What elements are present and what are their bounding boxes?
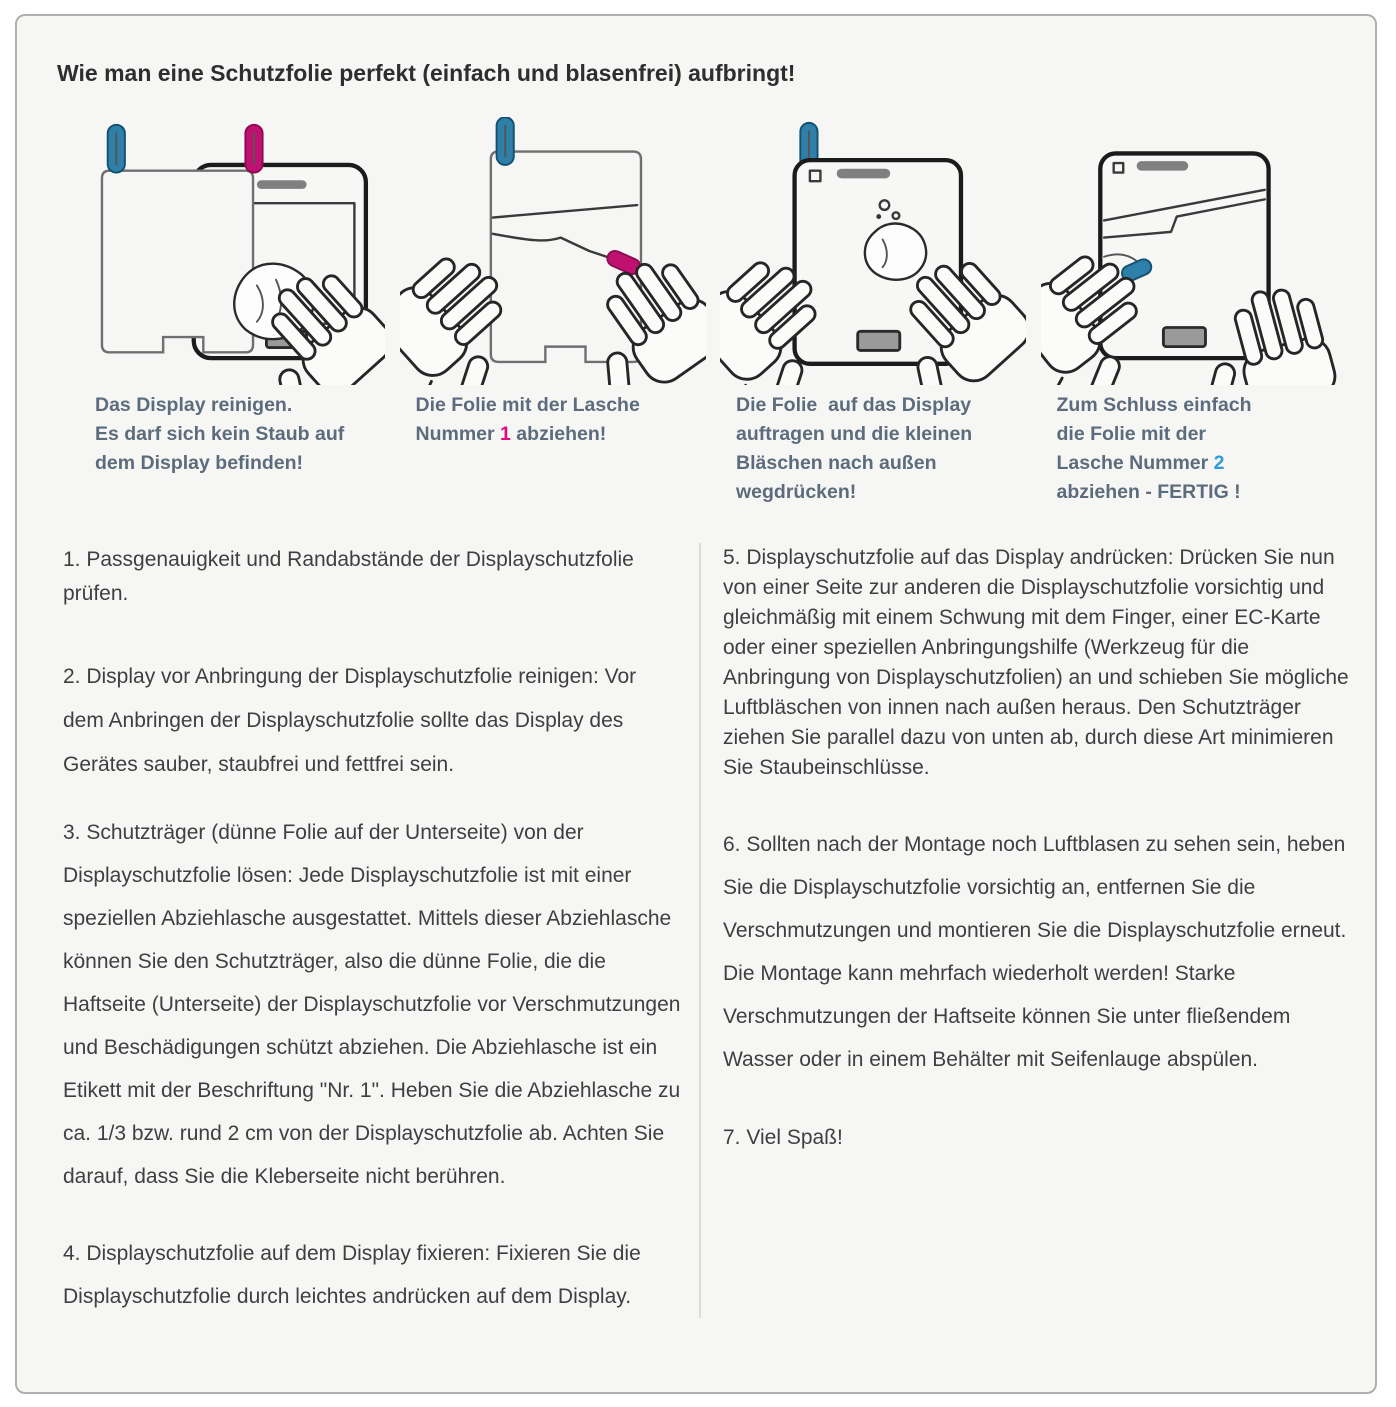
step-panel-2 <box>400 117 721 507</box>
instructions-right-column <box>699 543 1351 1318</box>
speaker-slot <box>1136 161 1188 171</box>
clean-display-illustration <box>79 117 385 385</box>
instruction-step-4: 4. Displayschutzfolie auf dem Display fixieren: Fixieren Sie die Displayschutzfolie durch leichtes andrücken auf dem Display. <box>63 1242 641 1308</box>
instruction-step-3: 3. Schutzträger (dünne Folie auf der Unterseite) von der Displayschutzfolie lösen: Jede Displayschutzfolie ist mit einer speziellen Abziehlasche ausgestattet. Mittels dieser Abziehlasche können Sie den Schutzträger, also die dünne Folie, die die Haftseite (Unterseite) der Displayschutzfolie vor Verschmutzungen und Beschädigungen schützt abziehen. Die Abziehlasche ist ein Etikett mit der Beschriftung "Nr. 1". Heben Sie die Abziehlasche zu ca. 1/3 bzw. rund 2 cm von der Displayschutzfolie ab. Achten Sie darauf, dass Sie die Kleberseite nicht berühren. <box>63 821 681 1188</box>
step-panel-4 <box>1041 117 1362 507</box>
home-button <box>858 331 900 350</box>
pressing-cloth <box>865 224 926 280</box>
air-bubble <box>876 214 881 219</box>
step-caption-1: Das Display reinigen. Es darf sich kein Staub auf dem Display befinden! <box>95 394 345 474</box>
number-2-highlight: 2 <box>1213 452 1225 474</box>
number-1-highlight: 1 <box>500 423 511 445</box>
page-title: Wie man eine Schutzfolie perfekt (einfach und blasenfrei) aufbringt! <box>57 60 796 86</box>
step-caption-3: Die Folie auf das Display auftragen und die kleinen Bläschen nach außen wegdrücken! <box>736 394 973 503</box>
instruction-step-7: 7. Viel Spaß! <box>723 1126 843 1149</box>
instruction-columns <box>63 543 1351 1318</box>
instruction-card <box>15 14 1377 1394</box>
peel-tab-2-illustration <box>1041 117 1347 385</box>
instructions-left-column <box>63 543 699 1318</box>
illustration-strip <box>79 117 1361 507</box>
speaker-slot <box>837 169 891 179</box>
instruction-step-1: 1. Passgenauigkeit und Randabstände der Displayschutzfolie prüfen. <box>63 548 634 605</box>
step-panel-3 <box>720 117 1041 507</box>
apply-film-illustration <box>720 117 1026 385</box>
step-panel-1 <box>79 117 400 507</box>
step-caption-2: Die Folie mit der Lasche Nummer 1 abziehen! <box>415 394 640 445</box>
peel-tab-1-illustration <box>400 117 706 385</box>
instruction-step-5: 5. Displayschutzfolie auf das Display andrücken: Drücken Sie nun von einer Seite zur anderen die Displayschutzfolie vorsichtig und gleichmäßig mit einem Schwung mit dem Finger, einer EC-Karte oder einer speziellen Anbringungshilfe (Werkzeug für die Anbringung von Displayschutzfolien) an und schieben Sie mögliche Luftbläschen von innen nach außen heraus. Den Schutzträger ziehen Sie parallel dazu von unten ab, durch diese Art minimieren Sie Staubeinschlüsse. <box>723 546 1349 779</box>
step-caption-4: Zum Schluss einfach die Folie mit der Lasche Nummer 2 abziehen - FERTIG ! <box>1056 394 1252 503</box>
instruction-step-6: 6. Sollten nach der Montage noch Luftblasen zu sehen sein, heben Sie die Displayschutzfolie vorsichtig an, entfernen Sie die Verschmutzungen und montieren Sie die Displayschutzfolie erneut. Die Montage kann mehrfach wiederholt werden! Starke Verschmutzungen der Haftseite können Sie unter fließendem Wasser oder in einem Behälter mit Seifenlauge abspülen. <box>723 833 1347 1071</box>
instruction-step-2: 2. Display vor Anbringung der Displayschutzfolie reinigen: Vor dem Anbringen der Displayschutzfolie sollte das Display des Gerätes sauber, staubfrei und fettfrei sein. <box>63 665 637 776</box>
speaker-slot <box>257 180 307 189</box>
home-button <box>1163 328 1205 347</box>
protective-film <box>102 171 253 353</box>
